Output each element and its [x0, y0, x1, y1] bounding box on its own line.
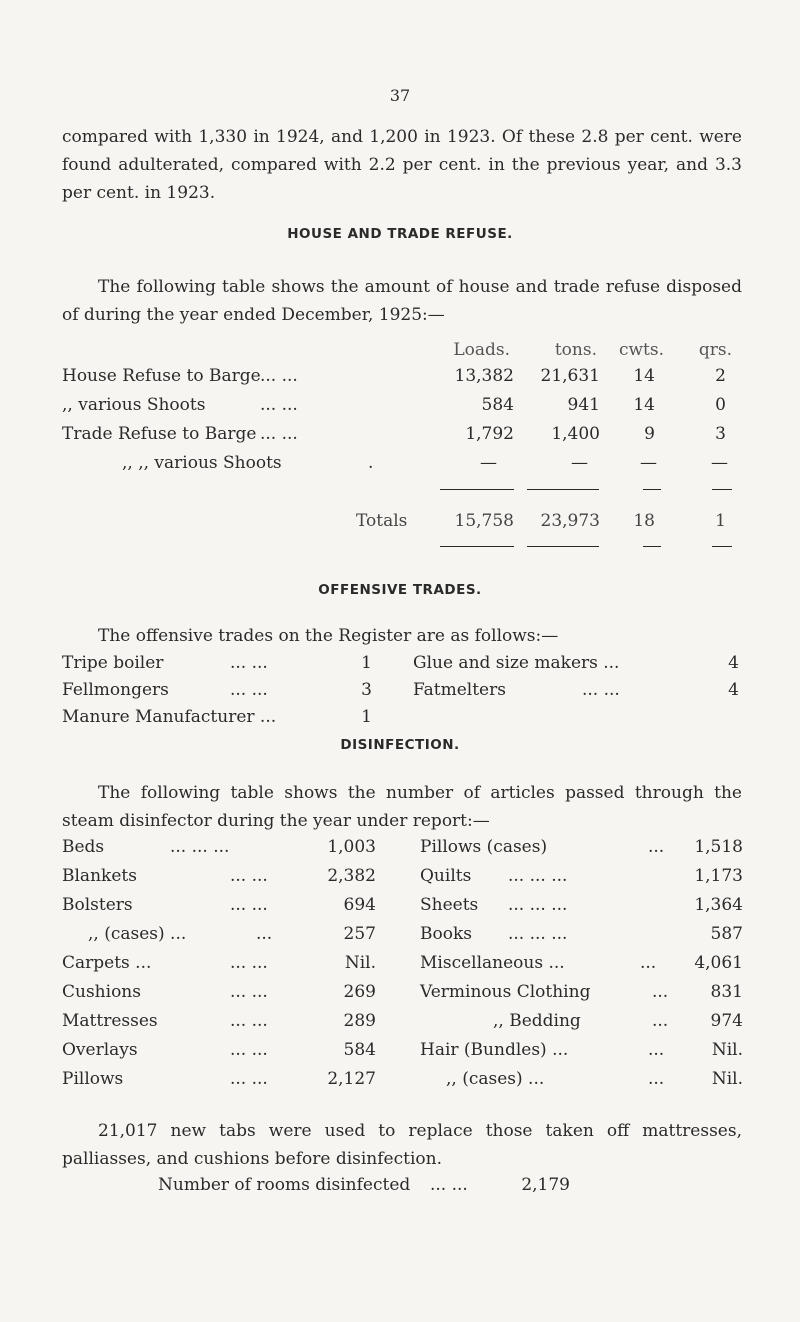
refuse-row-label: ,, various Shoots: [62, 395, 206, 415]
disinfection-intro: The following table shows the number of articles passed through the steam disinfector during the year under report:—: [62, 783, 742, 831]
article-count: 1,173: [694, 866, 743, 886]
rule: [643, 546, 661, 547]
page-number: 37: [389, 86, 411, 105]
article-label: Beds: [62, 837, 105, 857]
article-label: Hair (Bundles) ...: [420, 1040, 569, 1060]
article-count: 2,127: [327, 1069, 376, 1089]
leader-dots: ...: [652, 982, 669, 1002]
trade-label: Fatmelters: [413, 680, 506, 700]
offensive-intro: The offensive trades on the Register are as follows:—: [98, 626, 559, 646]
loads-value: 13,382: [454, 366, 514, 386]
offensive-row: [0, 704, 800, 730]
article-count: 269: [343, 982, 376, 1002]
disinfection-row: [0, 1008, 800, 1034]
leader-dots: ... ...: [230, 953, 268, 973]
article-label: ,, (cases) ...: [88, 924, 187, 944]
leader-dots: ...: [648, 837, 665, 857]
article-label: Carpets ...: [62, 953, 152, 973]
refuse-row: [0, 392, 800, 418]
article-label: Mattresses: [62, 1011, 158, 1031]
tabs-note: 21,017 new tabs were used to replace those taken off mattresses, palliasses, and cushions before disinfection.: [62, 1121, 742, 1169]
leader-dots: ... ...: [230, 653, 268, 673]
col-cwts: cwts.: [618, 340, 664, 360]
article-count: 2,382: [327, 866, 376, 886]
trade-count: 4: [728, 680, 739, 700]
rooms-value: 2,179: [521, 1175, 570, 1195]
col-loads: Loads.: [453, 340, 510, 360]
article-count: Nil.: [344, 953, 376, 973]
leader-dots: ... ... ...: [508, 924, 568, 944]
leader-dots: ...: [652, 1011, 669, 1031]
article-count: 1,364: [694, 895, 743, 915]
refuse-row: [0, 450, 800, 476]
rule: [527, 489, 599, 490]
article-count: 4,061: [694, 953, 743, 973]
article-count: 257: [343, 924, 376, 944]
article-label: Bolsters: [62, 895, 133, 915]
leader-dots: ... ...: [582, 680, 620, 700]
col-qrs: qrs.: [698, 340, 732, 360]
article-label: Pillows: [62, 1069, 124, 1089]
loads-value: —: [480, 453, 497, 473]
article-count: 1,003: [327, 837, 376, 857]
disinfection-row: [0, 1066, 800, 1092]
leader-dots: ... ... ...: [508, 895, 568, 915]
leader-dots: ...: [648, 1069, 665, 1089]
article-count: 694: [343, 895, 376, 915]
tons-value: 1,400: [551, 424, 600, 444]
rooms-label: Number of rooms disinfected: [158, 1175, 411, 1195]
article-count: 584: [343, 1040, 376, 1060]
refuse-heading: HOUSE AND TRADE REFUSE.: [287, 226, 513, 242]
cwts-value: 14: [633, 395, 655, 415]
qrs-value: 3: [715, 424, 726, 444]
loads-total: 15,758: [454, 511, 514, 531]
rule: [712, 546, 732, 547]
article-label: Quilts: [420, 866, 472, 886]
cwts-total: 18: [633, 511, 655, 531]
article-label: Pillows (cases): [420, 837, 548, 857]
intro-paragraph: compared with 1,330 in 1924, and 1,200 in 1923. Of these 2.8 per cent. were found adulterated, compared with 2.2 per cent. in the previous year, and 3.3 per cent. in 1923.: [62, 127, 742, 203]
leader-dots: ... ...: [230, 1040, 268, 1060]
leader-dots: ...: [256, 924, 273, 944]
leader-dots: ... ...: [430, 1175, 468, 1195]
disinfection-row: [0, 1037, 800, 1063]
article-label: Overlays: [62, 1040, 138, 1060]
refuse-row-label: Trade Refuse to Barge: [62, 424, 257, 444]
cwts-value: 14: [633, 366, 655, 386]
article-count: Nil.: [711, 1040, 743, 1060]
refuse-row-label: ,, ,, various Shoots: [122, 453, 282, 473]
disinfection-row: [0, 863, 800, 889]
leader-dots: ... ...: [260, 424, 298, 444]
trade-count: 1: [361, 653, 372, 673]
leader-dots: ... ...: [230, 1011, 268, 1031]
article-count: 289: [343, 1011, 376, 1031]
leader-dots: ...: [640, 953, 657, 973]
offensive-row: [0, 677, 800, 703]
refuse-row: [0, 421, 800, 447]
tons-value: 941: [567, 395, 600, 415]
leader-dots: ... ...: [230, 680, 268, 700]
totals-label: Totals: [356, 511, 408, 531]
leader-dots: ...: [648, 1040, 665, 1060]
article-label: Cushions: [62, 982, 141, 1002]
leader-dots: ... ...: [230, 1069, 268, 1089]
offensive-row: [0, 650, 800, 676]
disinfection-row: [0, 834, 800, 860]
trade-label: Tripe boiler: [62, 653, 164, 673]
article-label: Books: [420, 924, 472, 944]
leader-dots: ... ...: [260, 395, 298, 415]
refuse-intro: The following table shows the amount of house and trade refuse disposed of during the year ended December, 1925:—: [62, 277, 742, 325]
disinfection-row: [0, 979, 800, 1005]
article-label: ,, (cases) ...: [446, 1069, 545, 1089]
offensive-heading: OFFENSIVE TRADES.: [318, 582, 482, 598]
disinfection-row: [0, 950, 800, 976]
leader-dots: ... ...: [260, 366, 298, 386]
tons-total: 23,973: [540, 511, 600, 531]
loads-value: 1,792: [465, 424, 514, 444]
trade-count: 1: [361, 707, 372, 727]
refuse-row-label: House Refuse to Barge: [62, 366, 261, 386]
trade-count: 4: [728, 653, 739, 673]
article-label: Verminous Clothing: [420, 982, 591, 1002]
rule: [527, 546, 599, 547]
article-count: Nil.: [711, 1069, 743, 1089]
article-label: Sheets: [420, 895, 479, 915]
article-count: 587: [710, 924, 743, 944]
article-count: 1,518: [694, 837, 743, 857]
refuse-column-headers: [0, 337, 800, 363]
rule: [643, 489, 661, 490]
leader-dots: ... ... ...: [170, 837, 230, 857]
tons-value: 21,631: [540, 366, 600, 386]
trade-label: Fellmongers: [62, 680, 169, 700]
col-tons: tons.: [554, 340, 597, 360]
leader-dots: .: [368, 453, 374, 473]
refuse-row: [0, 363, 800, 389]
leader-dots: ... ...: [230, 982, 268, 1002]
disinfection-row: [0, 892, 800, 918]
trade-count: 3: [361, 680, 372, 700]
leader-dots: ... ... ...: [508, 866, 568, 886]
refuse-totals-row: [0, 508, 800, 534]
article-label: Blankets: [62, 866, 137, 886]
trade-label: Glue and size makers ...: [413, 653, 620, 673]
cwts-value: —: [640, 453, 657, 473]
article-label: Miscellaneous ...: [420, 953, 565, 973]
trade-label: Manure Manufacturer ...: [62, 707, 277, 727]
disinfection-row: [0, 921, 800, 947]
article-label: ,, Bedding: [493, 1011, 581, 1031]
cwts-value: 9: [644, 424, 655, 444]
article-count: 831: [710, 982, 743, 1002]
loads-value: 584: [481, 395, 514, 415]
rule: [712, 489, 732, 490]
qrs-value: —: [711, 453, 728, 473]
tons-value: —: [571, 453, 588, 473]
rule: [440, 489, 514, 490]
leader-dots: ... ...: [230, 866, 268, 886]
article-count: 974: [710, 1011, 743, 1031]
rooms-disinfected-row: [0, 1172, 800, 1198]
leader-dots: ... ...: [230, 895, 268, 915]
qrs-value: 0: [715, 395, 726, 415]
rule: [440, 546, 514, 547]
qrs-value: 2: [715, 366, 726, 386]
qrs-total: 1: [715, 511, 726, 531]
disinfection-heading: DISINFECTION.: [340, 737, 460, 753]
